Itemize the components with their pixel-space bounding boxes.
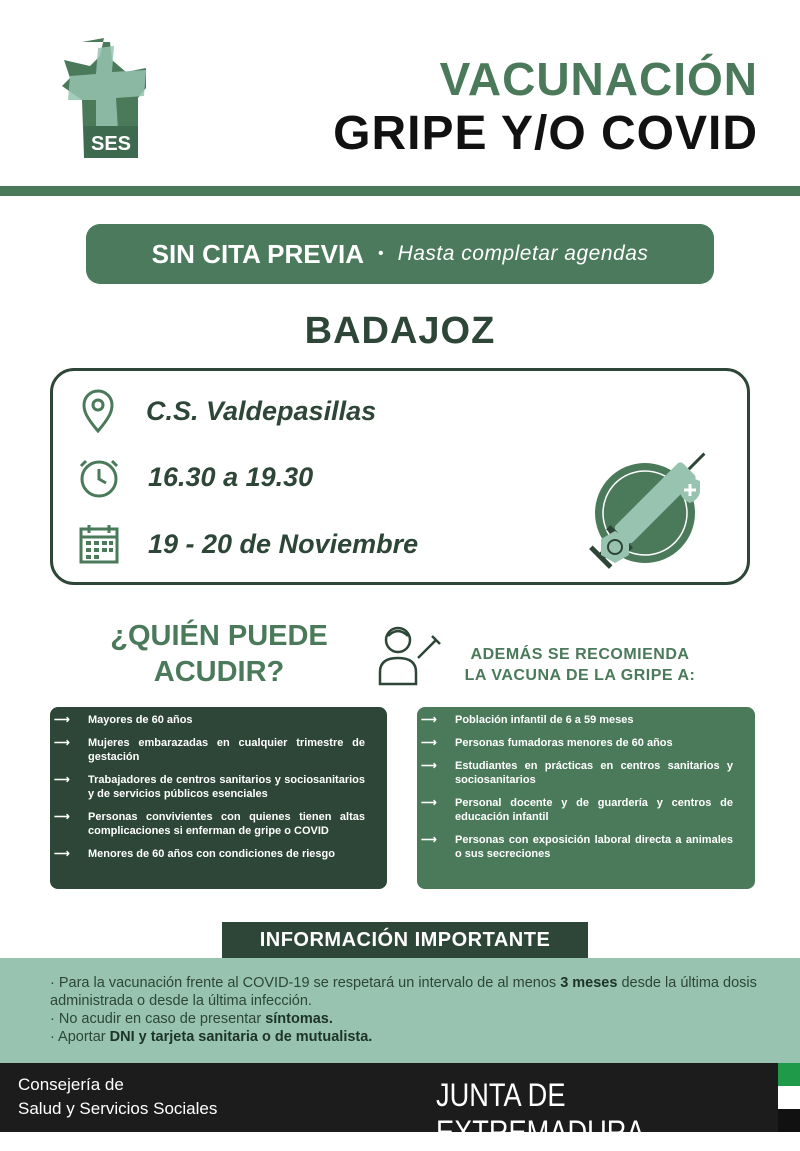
list-item: ⟶ Personal docente y de guardería y centros de educación infantil (417, 796, 733, 824)
time-text: 16.30 a 19.30 (148, 461, 314, 492)
title-line2: GRIPE Y/O COVID (333, 107, 758, 160)
arrow-icon: ⟶ (54, 811, 70, 823)
important-info: · Para la vacunación frente al COVID-19 se respetará un intervalo de al menos 3 meses desde la última dosis administrada o desde la última infección. · No acudir en caso de presentar síntomas. · Aportar DNI y tarjeta sanitaria o de mutualista. (0, 958, 800, 1063)
svg-text:SES: SES (90, 133, 132, 155)
divider (0, 186, 800, 196)
also-list-box (417, 707, 755, 889)
arrow-icon: ⟶ (421, 760, 437, 772)
arrow-icon: ⟶ (421, 797, 437, 809)
arrow-icon: ⟶ (54, 737, 70, 749)
extremadura-flag (778, 1063, 800, 1132)
city-title: BADAJOZ (304, 310, 496, 352)
arrow-icon: ⟶ (421, 834, 437, 846)
also-title (430, 644, 730, 686)
list-item: ⟶ Personas fumadoras menores de 60 años (417, 736, 733, 750)
also-title-line2: LA VACUNA DE LA GRIPE A: (464, 667, 696, 684)
title-line1: VACUNACIÓN (439, 53, 758, 105)
list-item: ⟶ Trabajadores de centros sanitarios y sociosanitarios y de servicios públicos esenciales (50, 773, 365, 801)
list-item: ⟶ Mayores de 60 años (50, 713, 365, 727)
dates-text: 19 - 20 de Noviembre (148, 528, 419, 559)
list-item: ⟶ Población infantil de 6 a 59 meses (417, 713, 733, 727)
list-item: ⟶ Menores de 60 años con condiciones de riesgo (50, 847, 365, 861)
banner-italic: Hasta completar agendas (397, 242, 649, 265)
banner-separator: • (377, 245, 384, 262)
important-title: INFORMACIÓN IMPORTANTE (222, 922, 588, 959)
list-item: ⟶ Personas convivientes con quienes tienen altas complicaciones si enferman de gripe o COVID (50, 810, 365, 838)
also-title-line1: ADEMÁS SE RECOMIENDA (470, 646, 690, 663)
calendar-icon (78, 523, 120, 565)
location-text: C.S. Valdepasillas (146, 395, 377, 426)
vaccine-syringe-icon (573, 451, 708, 581)
junta-logo-text: JUNTA DE EXTREMADURA (436, 1077, 645, 1150)
location-pin-icon (78, 389, 118, 433)
arrow-icon: ⟶ (54, 774, 70, 786)
who-title (60, 618, 378, 690)
details-box (50, 368, 750, 585)
list-item: ⟶ Mujeres embarazadas en cualquier trimestre de gestación (50, 736, 365, 764)
clock-icon (78, 455, 120, 499)
list-item: ⟶ Estudiantes en prácticas en centros sanitarios y sociosanitarios (417, 759, 733, 787)
banner-bold: SIN CITA PREVIA (151, 238, 364, 269)
arrow-icon: ⟶ (54, 714, 70, 726)
who-title-line1: ¿QUIÉN PUEDE (110, 620, 328, 652)
footer (0, 1063, 778, 1150)
arrow-icon: ⟶ (421, 714, 437, 726)
arrow-icon: ⟶ (54, 848, 70, 860)
list-item: ⟶ Personas con exposición laboral directa a animales o sus secreciones (417, 833, 733, 861)
arrow-icon: ⟶ (421, 737, 437, 749)
who-title-line2: ACUDIR? (153, 656, 285, 688)
who-list-box (50, 707, 387, 889)
banner (86, 224, 714, 284)
consejeria: Consejería de Salud y Servicios Sociales (18, 1075, 218, 1118)
ses-logo (60, 38, 150, 160)
